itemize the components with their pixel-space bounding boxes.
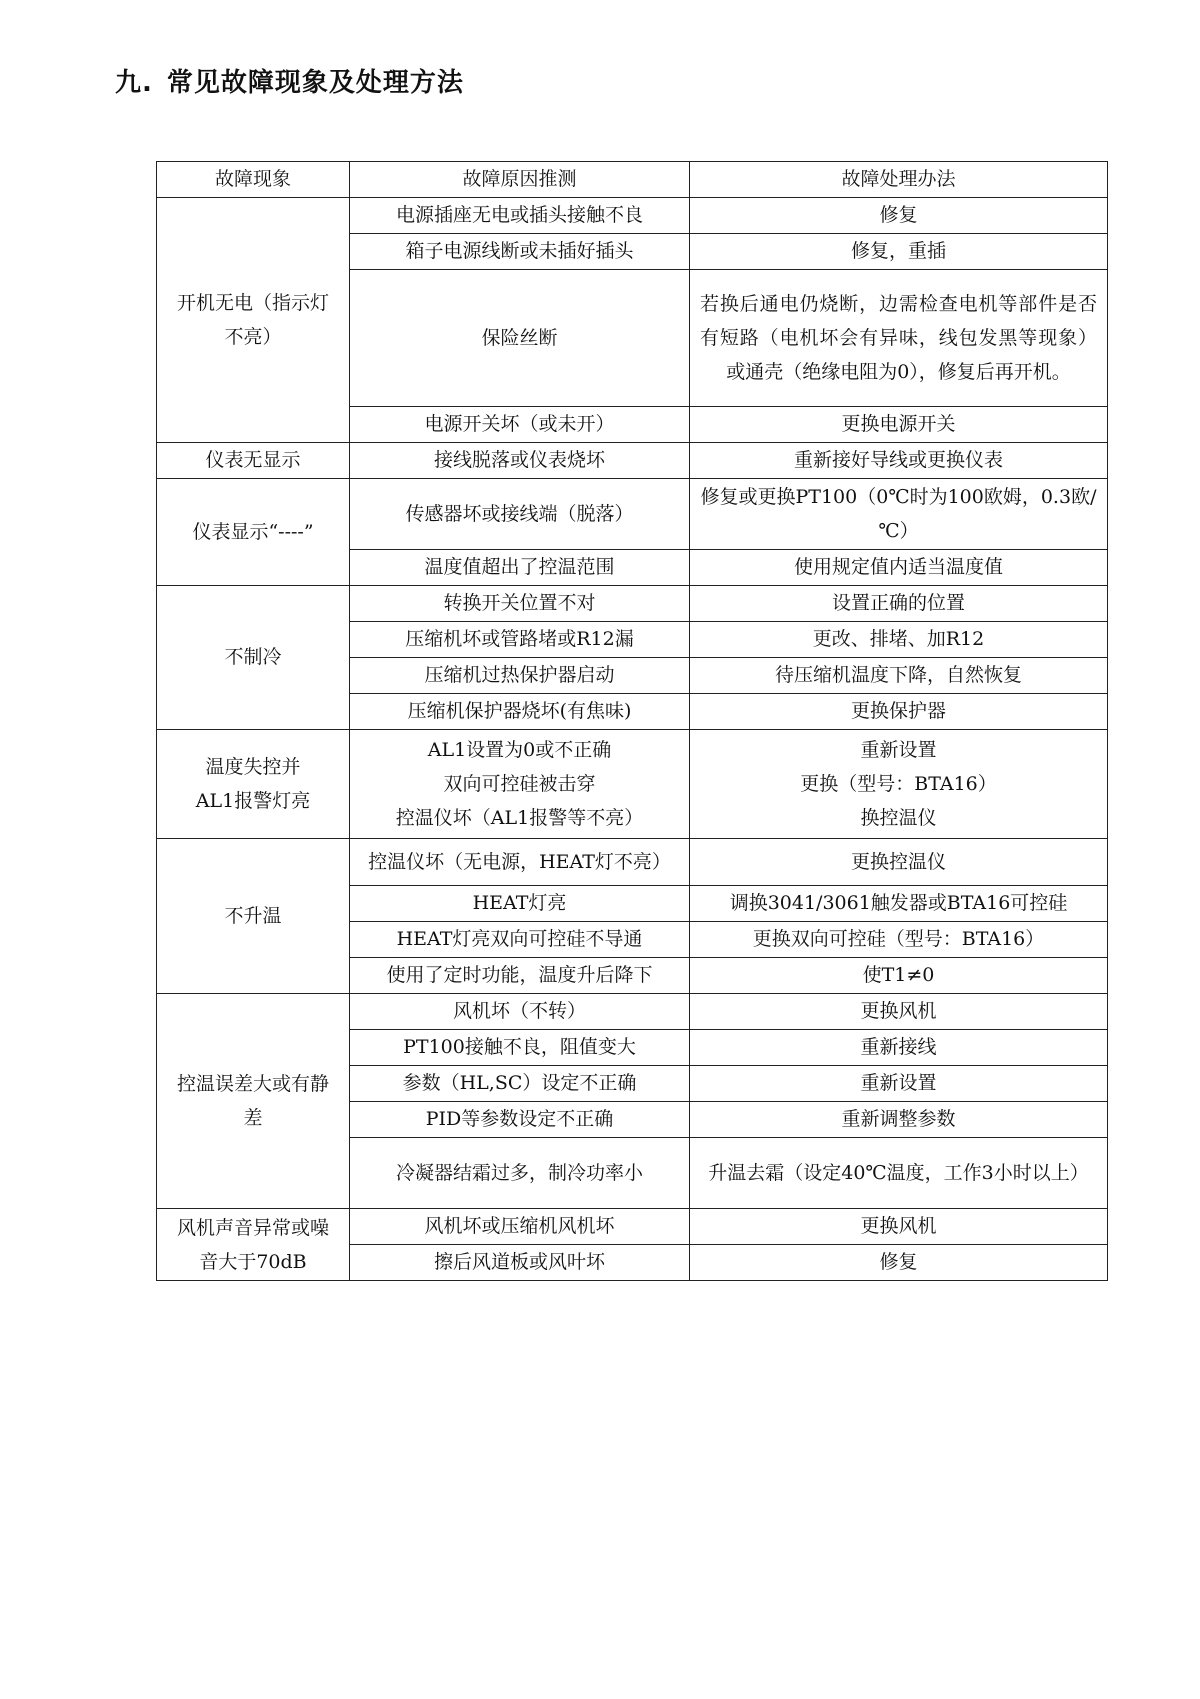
remedy-cell: 设置正确的位置 (690, 586, 1108, 622)
table-row (157, 198, 1108, 234)
remedy-cell: 使T1≠0 (690, 958, 1108, 994)
table-row (157, 1209, 1108, 1245)
remedy-cell: 更换风机 (690, 994, 1108, 1030)
table-row (157, 839, 1108, 886)
remedy-cell: 更换电源开关 (690, 407, 1108, 443)
symptom-cell: 风机声音异常或噪音大于70dB (157, 1209, 350, 1281)
symptom-cell: 不制冷 (157, 586, 350, 730)
symptom-line: 温度失控并 (205, 756, 301, 778)
section-title: 常见故障现象及处理方法 (166, 68, 464, 98)
remedy-cell: 重新接线 (690, 1030, 1108, 1066)
fault-table (156, 161, 1108, 1281)
header-cause: 故障原因推测 (350, 162, 690, 198)
cause-cell: 使用了定时功能，温度升后降下 (350, 958, 690, 994)
remedy-line: 更换（型号：BTA16） (800, 773, 997, 795)
remedy-cell: 更换风机 (690, 1209, 1108, 1245)
remedy-cell: 重新设置 (690, 1066, 1108, 1102)
header-symptom: 故障现象 (157, 162, 350, 198)
remedy-cell: 修复 (690, 1245, 1108, 1281)
cause-cell: 电源插座无电或插头接触不良 (350, 198, 690, 234)
cause-cell (350, 730, 690, 839)
cause-cell: 保险丝断 (350, 270, 690, 407)
table-row (157, 443, 1108, 479)
cause-cell: PT100接触不良，阻值变大 (350, 1030, 690, 1066)
symptom-cell: 开机无电（指示灯不亮） (157, 198, 350, 443)
remedy-cell: 修复，重插 (690, 234, 1108, 270)
remedy-cell: 修复或更换PT100（0℃时为100欧姆，0.3欧/℃） (690, 479, 1108, 550)
remedy-line: 换控温仪 (860, 807, 937, 829)
cause-line: 控温仪坏（AL1报警等不亮） (395, 807, 644, 829)
cause-cell: 箱子电源线断或未插好插头 (350, 234, 690, 270)
cause-cell: 压缩机保护器烧坏(有焦味) (350, 694, 690, 730)
symptom-cell: 仪表显示“----” (157, 479, 350, 586)
symptom-cell: 仪表无显示 (157, 443, 350, 479)
cause-cell: 传感器坏或接线端（脱落） (350, 479, 690, 550)
table-row (157, 730, 1108, 839)
remedy-cell: 更换双向可控硅（型号：BTA16） (690, 922, 1108, 958)
cause-line: 双向可控硅被击穿 (443, 773, 596, 795)
remedy-cell: 升温去霜（设定40℃温度，工作3小时以上） (690, 1138, 1108, 1209)
remedy-cell: 重新调整参数 (690, 1102, 1108, 1138)
cause-cell: 温度值超出了控温范围 (350, 550, 690, 586)
symptom-cell: 控温误差大或有静差 (157, 994, 350, 1209)
remedy-cell: 重新接好导线或更换仪表 (690, 443, 1108, 479)
symptom-cell: 不升温 (157, 839, 350, 994)
table-header-row (157, 162, 1108, 198)
table-row (157, 586, 1108, 622)
cause-cell: 擦后风道板或风叶坏 (350, 1245, 690, 1281)
remedy-cell: 更换控温仪 (690, 839, 1108, 886)
cause-cell: 转换开关位置不对 (350, 586, 690, 622)
table-row (157, 479, 1108, 550)
remedy-line: 重新设置 (860, 739, 937, 761)
cause-cell: 风机坏（不转） (350, 994, 690, 1030)
cause-cell: PID等参数设定不正确 (350, 1102, 690, 1138)
cause-cell: 控温仪坏（无电源，HEAT灯不亮） (350, 839, 690, 886)
cause-cell: HEAT灯亮双向可控硅不导通 (350, 922, 690, 958)
remedy-cell: 更换保护器 (690, 694, 1108, 730)
cause-cell: 参数（HL,SC）设定不正确 (350, 1066, 690, 1102)
cause-cell: HEAT灯亮 (350, 886, 690, 922)
cause-cell: 接线脱落或仪表烧坏 (350, 443, 690, 479)
remedy-cell: 待压缩机温度下降，自然恢复 (690, 658, 1108, 694)
symptom-line: AL1报警灯亮 (195, 790, 311, 812)
remedy-cell: 使用规定值内适当温度值 (690, 550, 1108, 586)
header-remedy: 故障处理办法 (690, 162, 1108, 198)
cause-cell: 冷凝器结霜过多，制冷功率小 (350, 1138, 690, 1209)
cause-line: AL1设置为0或不正确 (427, 739, 612, 761)
remedy-cell: 修复 (690, 198, 1108, 234)
remedy-cell: 调换3041/3061触发器或BTA16可控硅 (690, 886, 1108, 922)
page-title (115, 70, 464, 96)
cause-cell: 电源开关坏（或未开） (350, 407, 690, 443)
remedy-cell: 更改、排堵、加R12 (690, 622, 1108, 658)
remedy-cell: 若换后通电仍烧断，边需检查电机等部件是否有短路（电机坏会有异味，线包发黑等现象）或通壳（绝缘电阻为0），修复后再开机。 (690, 270, 1108, 407)
section-number: 九. (115, 68, 153, 98)
cause-cell: 压缩机坏或管路堵或R12漏 (350, 622, 690, 658)
cause-cell: 压缩机过热保护器启动 (350, 658, 690, 694)
symptom-cell (157, 730, 350, 839)
cause-cell: 风机坏或压缩机风机坏 (350, 1209, 690, 1245)
remedy-cell (690, 730, 1108, 839)
table-row (157, 994, 1108, 1030)
